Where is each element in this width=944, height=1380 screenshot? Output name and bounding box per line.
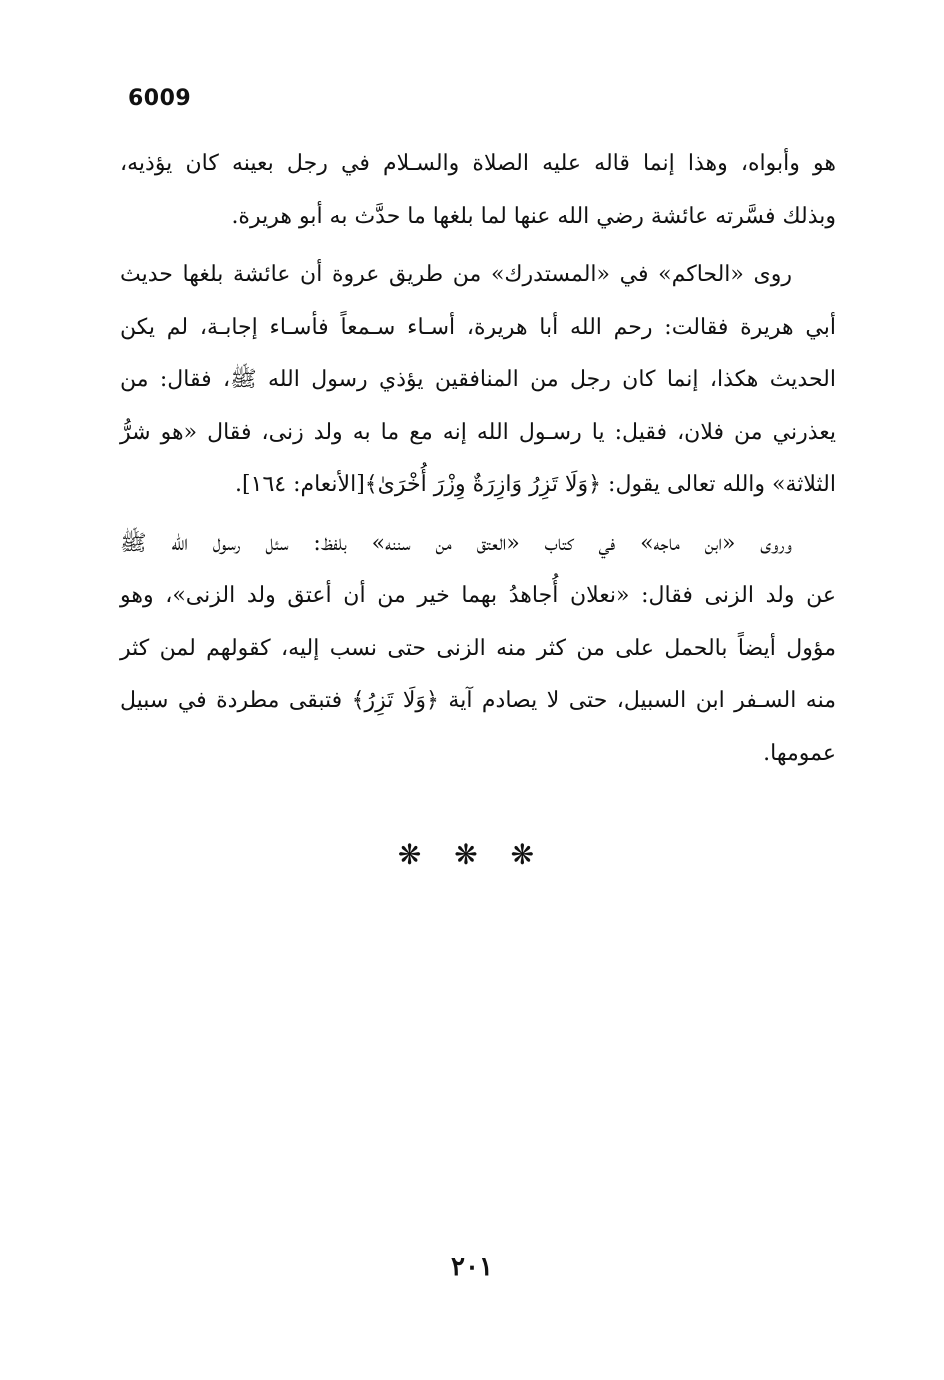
- text-line: هو وأبواه، وهذا إنما قاله عليه الصلاة والسـلام في رجل بعينه كان يؤذيه،: [120, 151, 836, 176]
- text-line: منه السـفر ابن السبيل، حتى لا يصادم آية ﴿وَلَا تَزِرُ﴾ فتبقى مطردة في سبيل: [120, 688, 836, 713]
- text-line: يعذرني من فلان، فقيل: يا رسـول الله إنه مع ما به ولد زنى، فقال «هو شرُّ: [120, 419, 836, 445]
- text-line: عمومها.: [763, 740, 836, 766]
- text-line: وبذلك فسَّرته عائشة رضي الله عنها لما بلغها ما حدَّث به أبو هريرة.: [231, 203, 836, 229]
- text-line: الثلاثة» والله تعالى يقول: ﴿وَلَا تَزِرُ وَازِرَةٌ وِزْرَ أُخْرَىٰ﴾[الأنعام: ١٦٤].: [235, 472, 836, 497]
- text-line: أبي هريرة فقالت: رحم الله أبا هريرة، أسـاء سـمعاً فأسـاء إجابـة، لم يكن: [120, 314, 836, 340]
- section-separator: ❋ ❋ ❋: [397, 838, 547, 871]
- paragraph-2: [120, 249, 836, 512]
- text-line: عن ولد الزنى فقال: «نعلان أُجاهدُ بهما خير من أن أعتق ولد الزنى»، وهو: [120, 583, 836, 608]
- paragraph-1: [120, 138, 836, 243]
- text-line: مؤول أيضاً بالحمل على من كثر منه الزنى حتى نسب إليه، كقولهم لمن كثر: [120, 635, 836, 661]
- text-line: الحديث هكذا، إنما كان رجل من المنافقين يؤذي رسول الله ﷺ، فقال: من: [120, 367, 836, 392]
- text-line: وروى «ابن ماجه» في كتاب «العتق من سننه» بلفظ: سئل رسول الله ﷺ: [120, 530, 792, 556]
- page-id: 6009: [128, 86, 192, 111]
- main-text: [120, 138, 836, 780]
- text-line: روى «الحاكم» في «المستدرك» من طريق عروة أن عائشة بلغها حديث: [120, 262, 792, 287]
- page-number: ٢٠١: [451, 1252, 493, 1282]
- paragraph-3: [120, 518, 836, 781]
